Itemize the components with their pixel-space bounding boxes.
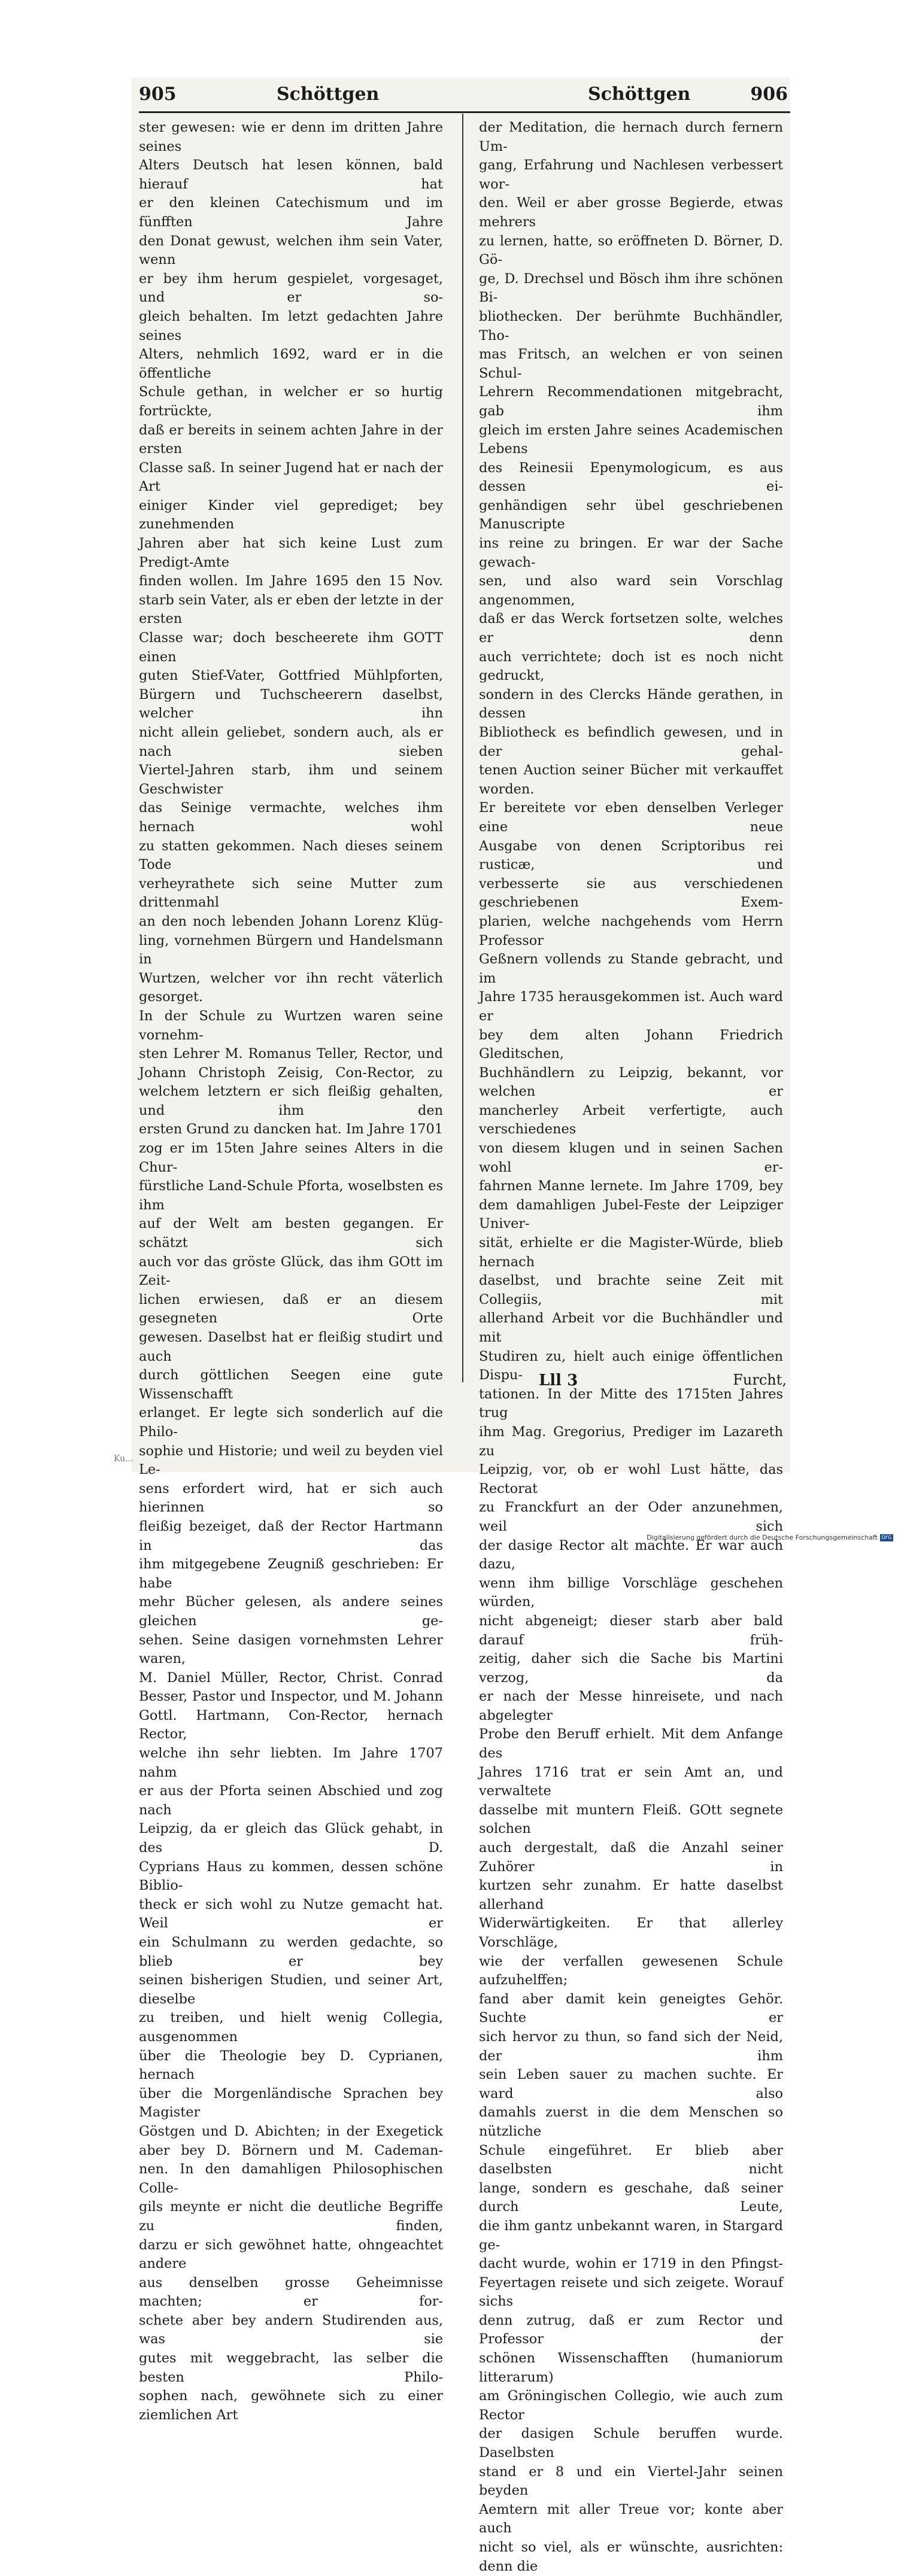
text-line: auf der Welt am besten gegangen. Er schätzt sich: [139, 1216, 443, 1251]
text-line: Leipzig, vor, ob er wohl Lust hätte, das Rectorat: [479, 1462, 783, 1497]
text-line: sophen nach, gewöhnete sich zu einer ziemlichen Art: [139, 2388, 443, 2423]
text-line: durch göttlichen Seegen eine gute Wissenschafft: [139, 1367, 443, 1402]
text-line: Wurtzen, welcher vor ihn recht väterlich gesorget.: [139, 970, 443, 1005]
text-line: finden wollen. Im Jahre 1695 den 15 Nov.: [139, 573, 443, 589]
text-line: nicht abgeneigt; dieser starb aber bald darauf früh-: [479, 1613, 783, 1648]
text-line: gutes mit weggebracht, las selber die besten Philo-: [139, 2350, 443, 2385]
text-line: dasselbe mit muntern Fleiß. GOtt segnete solchen: [479, 1802, 783, 1837]
text-line: Schule eingeführet. Er blieb aber daselbsten nicht: [479, 2142, 783, 2177]
page-number-left: 905: [139, 84, 177, 105]
text-line: Leipzig, da er gleich das Glück gehabt, in des D.: [139, 1821, 443, 1856]
text-line: ihm Mag. Gregorius, Prediger im Lazareth zu: [479, 1424, 783, 1459]
text-line: erlanget. Er legte sich sonderlich auf die Philo-: [139, 1405, 443, 1440]
text-line: sens erfordert wird, hat er sich auch hierinnen so: [139, 1480, 443, 1516]
text-line: des Reinesii Epenymologicum, es aus dessen ei-: [479, 460, 783, 495]
text-line: auch dergestalt, daß die Anzahl seiner Zuhörer in: [479, 1840, 783, 1875]
text-line: stand er 8 und ein Viertel-Jahr seinen beyden: [479, 2464, 783, 2499]
text-line: seinen bisherigen Studien, und seiner Art, dieselbe: [139, 1972, 443, 2007]
text-line: nicht allein geliebet, sondern auch, als er nach sieben: [139, 725, 443, 759]
text-line: plarien, welche nachgehends vom Herrn Professor: [479, 913, 783, 948]
text-line: lichen erwiesen, daß er an diesem gesegneten Orte: [139, 1291, 443, 1327]
text-line: schete aber bey andern Studirenden aus, was sie: [139, 2312, 443, 2347]
text-line: Er bereitete vor eben denselben Verleger eine neue: [479, 800, 783, 835]
text-line: zu statten gekommen. Nach dieses seinem Tode: [139, 838, 443, 873]
text-line: fahrnen Manne lernete. Im Jahre 1709, bey: [479, 1178, 783, 1194]
text-line: aber bey D. Börnern und M. Cademan-: [139, 2142, 443, 2158]
left-column: [139, 118, 443, 2423]
text-line: M. Daniel Müller, Rector, Christ. Conrad: [139, 1669, 443, 1686]
text-line: Jahren aber hat sich keine Lust zum Predigt-Amte: [139, 536, 443, 570]
text-line: mancherley Arbeit verfertigte, auch verschiedenes: [479, 1102, 783, 1138]
text-line: starb sein Vater, als er eben der letzte in der ersten: [139, 592, 443, 627]
text-line: er nach der Messe hinreisete, und nach abgelegter: [479, 1689, 783, 1723]
text-line: denn zutrug, daß er zum Rector und Professor der: [479, 2312, 783, 2347]
text-line: theck er sich wohl zu Nutze gemacht hat. Weil er: [139, 1896, 443, 1932]
text-line: welche ihn sehr liebten. Im Jahre 1707 nahm: [139, 1745, 443, 1780]
text-line: sondern in des Clercks Hände gerathen, in dessen: [479, 686, 783, 722]
text-line: Geßnern vollends zu Stande gebracht, und im: [479, 951, 783, 986]
text-line: nen. In den damahligen Philosophischen Colle-: [139, 2161, 443, 2196]
text-line: er den kleinen Catechismum und im fünfften Jahre: [139, 195, 443, 230]
text-line: Probe den Beruff erhielt. Mit dem Anfange des: [479, 1726, 783, 1762]
text-line: ster gewesen: wie er denn im dritten Jahre seines: [139, 120, 443, 154]
text-line: Lehrern Recommendationen mitgebracht, gab ihm: [479, 384, 783, 419]
text-line: Widerwärtigkeiten. Er that allerley Vorschläge,: [479, 1915, 783, 1950]
text-line: den Donat gewust, welchen ihm sein Vater, wenn: [139, 233, 443, 268]
page-number-right: 906: [750, 84, 788, 105]
text-line: Johann Christoph Zeisig, Con-Rector, zu: [139, 1065, 443, 1081]
text-line: bliothecken. Der berühmte Buchhändler, Tho-: [479, 308, 783, 343]
text-line: ihm mitgegebene Zeugniß geschrieben: Er habe: [139, 1556, 443, 1591]
column-divider: [462, 114, 463, 1382]
text-line: Gottl. Hartmann, Con-Rector, hernach Rector,: [139, 1707, 443, 1742]
text-line: verbesserte sie aus verschiedenen geschriebenen Exem-: [479, 875, 783, 911]
text-line: dacht wurde, wohin er 1719 in den Pfingst-: [479, 2256, 783, 2272]
text-line: Classe war; doch bescheerete ihm GOTT einen: [139, 630, 443, 665]
text-line: kurtzen sehr zunahm. Er hatte daselbst allerhand: [479, 1878, 783, 1912]
catchword: Furcht,: [733, 1371, 787, 1388]
text-line: zeitig, daher sich die Sache bis Martini verzog, da: [479, 1651, 783, 1686]
text-line: er aus der Pforta seinen Abschied und zog nach: [139, 1783, 443, 1818]
text-line: gang, Erfahrung und Nachlesen verbessert wor-: [479, 157, 783, 192]
text-line: sophie und Historie; und weil zu beyden viel Le-: [139, 1443, 443, 1478]
text-line: aus denselben grosse Geheimnisse machten; er for-: [139, 2274, 443, 2310]
text-line: von diesem klugen und in seinen Sachen wohl er-: [479, 1141, 783, 1175]
text-line: ling, vornehmen Bürgern und Handelsmann in: [139, 932, 443, 968]
text-line: damahls zuerst in die dem Menschen so nützliche: [479, 2104, 783, 2139]
text-line: Alters, nehmlich 1692, ward er in die öffentliche: [139, 346, 443, 381]
text-line: gewesen. Daselbst hat er fleißig studirt und auch: [139, 1330, 443, 1364]
text-line: darzu er sich gewöhnet hatte, ohngeachtet andere: [139, 2237, 443, 2272]
text-line: sität, erhielte er die Magister-Würde, blieb hernach: [479, 1235, 783, 1270]
text-line: ge, D. Drechsel und Bösch ihm ihre schönen Bi-: [479, 270, 783, 306]
text-line: fleißig bezeiget, daß der Rector Hartmann in das: [139, 1518, 443, 1553]
text-line: zog er im 15ten Jahre seines Alters in die Chur-: [139, 1141, 443, 1175]
text-line: mas Fritsch, an welchen er von seinen Schul-: [479, 346, 783, 381]
text-line: guten Stief-Vater, Gottfried Mühlpforten,: [139, 668, 443, 684]
text-line: sein Leben sauer zu machen suchte. Er ward also: [479, 2067, 783, 2101]
text-line: wie der verfallen gewesenen Schule aufzuhelffen;: [479, 1953, 783, 1988]
signature-mark: Lll 3: [539, 1371, 578, 1389]
text-line: wenn ihm billige Vorschläge geschehen würden,: [479, 1575, 783, 1610]
text-line: bey dem alten Johann Friedrich Gleditschen,: [479, 1027, 783, 1062]
text-line: lange, sondern es geschahe, daß seiner durch Leute,: [479, 2180, 783, 2215]
margin-mark: Ku...: [114, 1454, 134, 1464]
running-title-right: Schöttgen: [588, 84, 691, 105]
text-line: die ihm gantz unbekannt waren, in Stargard ge-: [479, 2218, 783, 2253]
text-line: nicht so viel, als er wünschte, ausrichten: denn die: [479, 2539, 783, 2574]
text-line: am Gröningischen Collegio, wie auch zum Rector: [479, 2388, 783, 2423]
text-line: ersten Grund zu dancken hat. Im Jahre 1701: [139, 1121, 443, 1138]
text-line: der dasigen Schule beruffen wurde. Daselbsten: [479, 2426, 783, 2461]
text-line: sehen. Seine dasigen vornehmsten Lehrer waren,: [139, 1632, 443, 1667]
dfg-logo-icon: DFG: [880, 1534, 893, 1541]
text-line: Studiren zu, hielt auch einige öffentlichen Dispu-: [479, 1348, 783, 1383]
text-line: Buchhändlern zu Leipzig, bekannt, vor welchen er: [479, 1065, 783, 1100]
text-line: auch vor das gröste Glück, das ihm GOtt im Zeit-: [139, 1254, 443, 1289]
text-line: genhändigen sehr übel geschriebenen Manuscripte: [479, 497, 783, 533]
text-line: allerhand Arbeit vor die Buchhändler und mit: [479, 1310, 783, 1345]
text-line: welchem letztern er sich fleißig gehalten, und ihm den: [139, 1084, 443, 1118]
running-title-left: Schöttgen: [277, 84, 380, 105]
text-line: der Meditation, die hernach durch fernern Um-: [479, 120, 783, 154]
text-line: Bürgern und Tuchscheerern daselbst, welcher ihn: [139, 686, 443, 722]
text-line: den. Weil er aber grosse Begierde, etwas mehrers: [479, 195, 783, 230]
header-rule: [139, 111, 790, 113]
text-line: Schule gethan, in welcher er so hurtig fortrückte,: [139, 384, 443, 419]
text-line: zu treiben, und hielt wenig Collegia, ausgenommen: [139, 2010, 443, 2045]
text-line: Aemtern mit aller Treue vor; konte aber auch: [479, 2501, 783, 2537]
text-line: über die Theologie bey D. Cyprianen, hernach: [139, 2048, 443, 2083]
text-line: daselbst, und brachte seine Zeit mit Collegiis, mit: [479, 1273, 783, 1307]
text-line: Classe saß. In seiner Jugend hat er nach der Art: [139, 460, 443, 495]
text-line: auch verrichtete; doch ist es noch nicht gedruckt,: [479, 649, 783, 684]
text-line: fand aber damit kein geneigtes Gehör. Suchte er: [479, 1991, 783, 2026]
text-line: Jahre 1735 herausgekommen ist. Auch ward er: [479, 989, 783, 1024]
text-line: er bey ihm herum gespielet, vorgesaget, und er so-: [139, 270, 443, 306]
text-line: Viertel-Jahren starb, ihm und seinem Geschwister: [139, 762, 443, 797]
text-line: mehr Bücher gelesen, als andere seines gleichen ge-: [139, 1594, 443, 1629]
text-line: Ausgabe von denen Scriptoribus rei rusticæ, und: [479, 838, 783, 873]
text-line: daß er das Werck fortsetzen solte, welches er denn: [479, 611, 783, 646]
text-line: Feyertagen reisete und sich zeigete. Worauf sichs: [479, 2274, 783, 2310]
text-line: tenen Auction seiner Bücher mit verkauffet worden.: [479, 762, 783, 797]
text-line: Besser, Pastor und Inspector, und M. Johann: [139, 1689, 443, 1705]
credit-text: Digitalisierung gefördert durch die Deutsche Forschungsgemeinschaft: [647, 1534, 878, 1541]
text-line: einiger Kinder viel geprediget; bey zunehmenden: [139, 497, 443, 533]
text-line: über die Morgenländische Sprachen bey Magister: [139, 2085, 443, 2121]
text-line: sich hervor zu thun, so fand sich der Neid, der ihm: [479, 2028, 783, 2064]
text-line: der dasige Rector alt machte. Er war auch dazu,: [479, 1537, 783, 1573]
text-line: Göstgen und D. Abichten; in der Exegetick: [139, 2123, 443, 2139]
text-line: das Seinige vermachte, welches ihm hernach wohl: [139, 800, 443, 835]
text-line: ins reine zu bringen. Er war der Sache gewach-: [479, 536, 783, 570]
text-line: tationen. In der Mitte des 1715ten Jahres trug: [479, 1386, 783, 1421]
text-line: fürstliche Land-Schule Pforta, woselbsten es ihm: [139, 1178, 443, 1213]
text-line: Jahres 1716 trat er sein Amt an, und verwaltete: [479, 1764, 783, 1799]
text-line: ein Schulmann zu werden gedachte, so blieb er bey: [139, 1935, 443, 1969]
text-line: Alters Deutsch hat lesen können, bald hierauf hat: [139, 157, 443, 192]
text-line: gleich behalten. Im letzt gedachten Jahre seines: [139, 308, 443, 343]
text-line: verheyrathete sich seine Mutter zum drittenmahl: [139, 875, 443, 911]
running-header: [139, 84, 790, 110]
text-line: daß er bereits in seinem achten Jahre in der ersten: [139, 422, 443, 457]
text-line: zu lernen, hatte, so eröffneten D. Börner, D. Gö-: [479, 233, 783, 268]
digitization-credit: [647, 1534, 893, 1541]
text-line: gleich im ersten Jahre seines Academischen Lebens: [479, 422, 783, 457]
text-line: Cyprians Haus zu kommen, dessen schöne Biblio-: [139, 1859, 443, 1894]
text-line: an den noch lebenden Johann Lorenz Klüg-: [139, 913, 443, 929]
text-line: sten Lehrer M. Romanus Teller, Rector, und: [139, 1046, 443, 1062]
text-line: sen, und also ward sein Vorschlag angenommen,: [479, 573, 783, 608]
text-line: schönen Wissenschafften (humaniorum litterarum): [479, 2350, 783, 2385]
text-line: dem damahligen Jubel-Feste der Leipziger Univer-: [479, 1197, 783, 1232]
text-line: zu Franckfurt an der Oder anzunehmen, weil sich: [479, 1500, 783, 1534]
text-line: In der Schule zu Wurtzen waren seine vornehm-: [139, 1008, 443, 1043]
text-line: Bibliotheck es befindlich gewesen, und in der gehal-: [479, 725, 783, 759]
text-line: gils meynte er nicht die deutliche Begriffe zu finden,: [139, 2199, 443, 2234]
